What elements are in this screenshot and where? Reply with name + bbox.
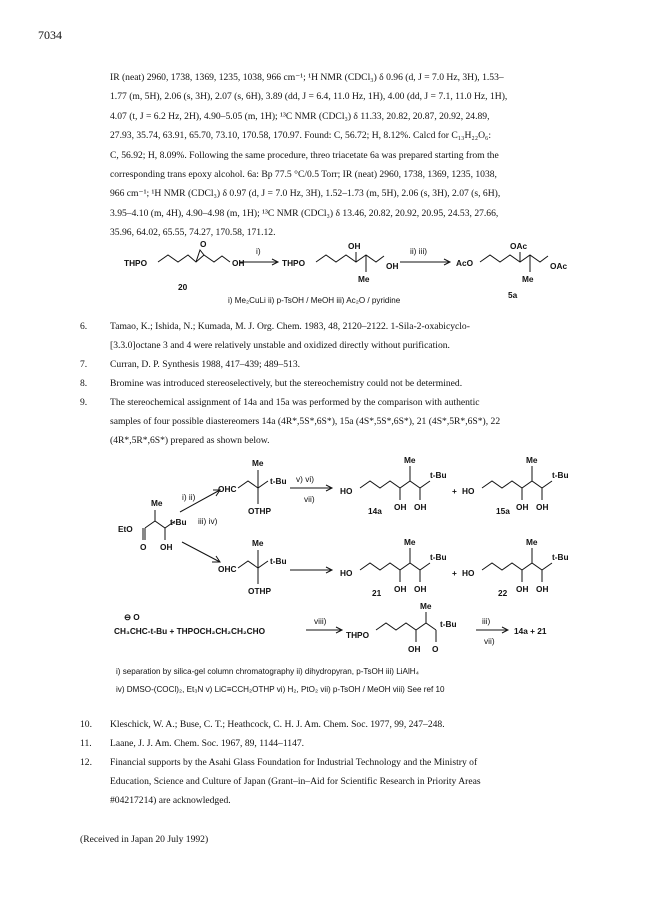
- scheme2-caption-line2: iv) DMSO-(COCl)₂, Et₃N v) LiC≡CCH₂OTHP vi) H₂, PtO₂ vii) p-TsOH / MeOH viii) See ref 10: [116, 685, 445, 694]
- ho-label: HO: [340, 568, 353, 578]
- me-label: Me: [526, 537, 538, 547]
- compound-label-22: 22: [498, 588, 508, 598]
- sm-thpo-label: THPO: [124, 258, 148, 268]
- prod-aco-label: AcO: [456, 258, 474, 268]
- tbu-label: t-Bu: [440, 619, 457, 629]
- scheme2-caption-line1: i) separation by silica-gel column chromatography ii) dihydropyran, p-TsOH iii) LiAlH₄: [116, 667, 419, 676]
- reagent-label: i) ii): [182, 492, 196, 502]
- reagent-label: vii): [304, 494, 315, 504]
- compound-14a-bonds: [360, 481, 430, 488]
- text-line: corresponding trans epoxy alcohol. 6a: Bp 77.5 °C/0.5 Torr; IR (neat) 2960, 1738, 1369, 1235, 1038,: [110, 169, 497, 181]
- int-oh-right: OH: [386, 261, 399, 271]
- aldol-product-bonds: [376, 623, 436, 630]
- reagent-label: i): [256, 246, 261, 256]
- prod-me-label: Me: [522, 274, 534, 284]
- reagent-label: viii): [314, 616, 327, 626]
- oh-label: OH: [160, 542, 173, 552]
- ho-label: HO: [462, 486, 475, 496]
- oh-label: OH: [536, 584, 549, 594]
- plus-sign: +: [452, 486, 457, 496]
- thpo-label: THPO: [346, 630, 370, 640]
- received-date: (Received in Japan 20 July 1992): [80, 834, 209, 845]
- oh-label: OH: [516, 502, 529, 512]
- final-products-label: 14a + 21: [514, 626, 547, 636]
- ohc-label: OHC: [218, 564, 237, 574]
- ester-bonds: [145, 521, 175, 528]
- int-oh-top: OH: [348, 241, 361, 251]
- tbu-label: t-Bu: [270, 476, 287, 486]
- text-line: 35.96, 64.02, 65.55, 74.27, 170.58, 171.12.: [110, 227, 276, 239]
- me-label: Me: [252, 538, 264, 548]
- reaction-arrow: [180, 490, 220, 512]
- compound-15a-bonds: [482, 481, 552, 488]
- me-label: Me: [526, 455, 538, 465]
- sm-oh-label: OH: [232, 258, 245, 268]
- me-label: Me: [252, 458, 264, 468]
- tbu-label: t-Bu: [170, 517, 187, 527]
- compound-21-bonds: [360, 563, 430, 570]
- prod-oac-right: OAc: [550, 261, 568, 271]
- tbu-label: t-Bu: [270, 556, 287, 566]
- oh-label: OH: [408, 644, 421, 654]
- me-label: Me: [151, 498, 163, 508]
- text-line: C, 56.92; H, 8.09%. Following the same procedure, threo triacetate 6a was prepared starting from the: [110, 149, 499, 161]
- eto-label: EtO: [118, 524, 133, 534]
- ho-label: HO: [340, 486, 353, 496]
- carbonyl-o-label: O: [432, 644, 439, 654]
- tbu-label: t-Bu: [552, 552, 569, 562]
- prod-oac-top: OAc: [510, 241, 528, 251]
- int-me-label: Me: [358, 274, 370, 284]
- text-line: 4.07 (t, J = 6.2 Hz, 2H), 4.90–5.05 (m, 1H); ¹³C NMR (CDCl₃) δ 11.33, 20.82, 20.87, 20.92, 24.89,: [110, 110, 490, 122]
- oh-label: OH: [394, 584, 407, 594]
- oh-label: OH: [414, 502, 427, 512]
- charge-labels: ⊖ O: [124, 612, 140, 622]
- compound-label-5a: 5a: [508, 290, 518, 300]
- ohc-label: OHC: [218, 484, 237, 494]
- page-number: 7034: [38, 28, 62, 42]
- intermediate-chain-bonds: [316, 255, 384, 262]
- text-line: 3.95–4.10 (m, 4H), 4.90–4.98 (m, 1H); ¹³C NMR (CDCl₃) δ 13.46, 20.82, 20.92, 20.95, 24.53, 27.66,: [110, 207, 499, 219]
- othp-label: OTHP: [248, 506, 272, 516]
- oh-label: OH: [536, 502, 549, 512]
- compound-label-20: 20: [178, 282, 188, 292]
- oh-label: OH: [516, 584, 529, 594]
- text-line: 27.93, 35.74, 63.91, 65.70, 73.10, 170.58, 170.97. Found: C, 56.72; H, 8.12%. Calcd for C₁₃H₂₂O₆:: [110, 130, 492, 142]
- reagent-label: ii) iii): [410, 246, 428, 256]
- compound-22-bonds: [482, 563, 552, 570]
- oh-label: OH: [394, 502, 407, 512]
- epoxide-oxygen: O: [200, 239, 207, 249]
- tbu-label: t-Bu: [552, 470, 569, 480]
- reactants-label: CH₃CHC-t-Bu + THPOCH₂CH₂CH₂CHO: [114, 626, 266, 636]
- sm-chain-bonds: [158, 255, 230, 262]
- scheme1-caption: i) Me₂CuLi ii) p-TsOH / MeOH iii) Ac₂O / pyridine: [228, 296, 401, 305]
- ho-label: HO: [462, 568, 475, 578]
- experimental-paragraph: [110, 68, 612, 243]
- me-label: Me: [420, 601, 432, 611]
- tbu-label: t-Bu: [430, 552, 447, 562]
- othp-label: OTHP: [248, 586, 272, 596]
- me-label: Me: [404, 455, 416, 465]
- plus-sign: +: [452, 568, 457, 578]
- carbonyl-o-label: O: [140, 542, 147, 552]
- text-line: 1.77 (m, 5H), 2.06 (s, 3H), 2.07 (s, 6H), 3.89 (dd, J = 6.4, 11.0 Hz, 1H), 4.00 (dd, J = 7.1, 11.0 Hz, 1H),: [110, 91, 508, 103]
- text-line: IR (neat) 2960, 1738, 1369, 1235, 1038, 966 cm⁻¹; ¹H NMR (CDCl₃) δ 0.96 (d, J = 7.0 Hz, 3H), 1.53–: [110, 72, 504, 83]
- reagent-label: iii): [482, 616, 491, 626]
- text-line: 966 cm⁻¹; ¹H NMR (CDCl₃) δ 0.97 (d, J = 7.0 Hz, 3H), 1.52–1.73 (m, 5H), 2.06 (s, 3H), 2.07 (s, 6H),: [110, 188, 501, 200]
- tbu-label: t-Bu: [430, 470, 447, 480]
- reaction-arrow: [182, 542, 220, 562]
- epoxide-ring: [196, 250, 204, 262]
- product-chain-bonds: [480, 255, 548, 262]
- reagent-label: v) vi): [296, 474, 314, 484]
- compound-label-15a: 15a: [496, 506, 510, 516]
- reagent-label: iii) iv): [198, 516, 218, 526]
- compound-label-14a: 14a: [368, 506, 382, 516]
- int-thpo-label: THPO: [282, 258, 306, 268]
- me-label: Me: [404, 537, 416, 547]
- reagent-label: vii): [484, 636, 495, 646]
- lower-aldehyde-bonds: [238, 561, 268, 568]
- upper-aldehyde-bonds: [238, 481, 268, 488]
- compound-label-21: 21: [372, 588, 382, 598]
- oh-label: OH: [414, 584, 427, 594]
